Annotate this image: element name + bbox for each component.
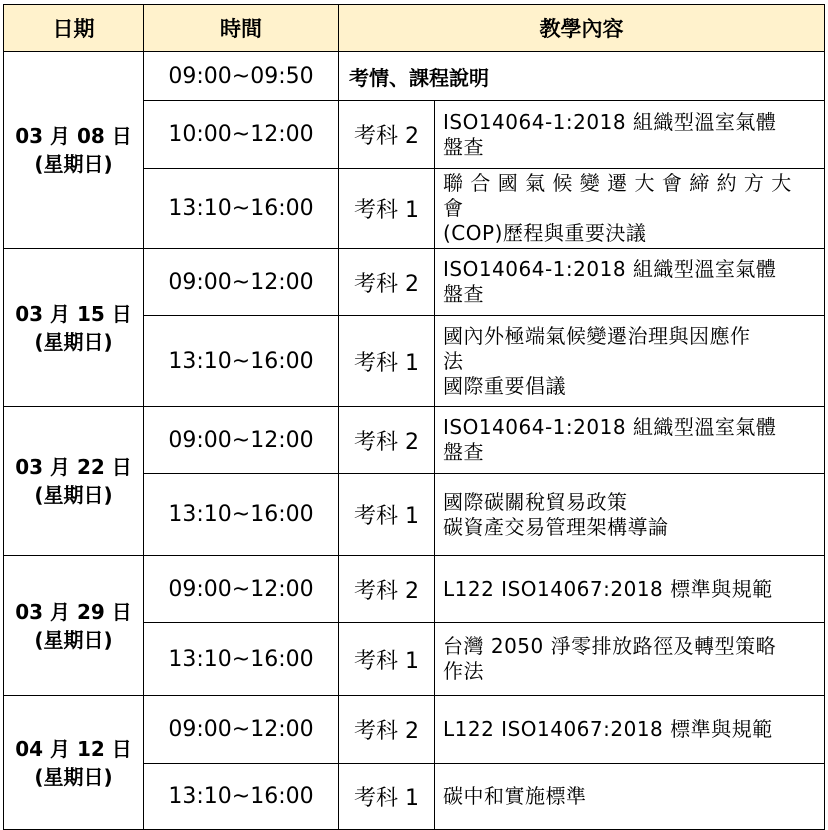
time-cell: 09:00~09:50: [144, 52, 339, 101]
subject-cell: 考科 2: [339, 101, 435, 169]
subject-cell: 考科 2: [339, 407, 435, 474]
content-line: ISO14064-1:2018 組織型溫室氣體: [443, 257, 777, 281]
date-label: 03 月 22 日: [15, 455, 132, 479]
content-cell: [339, 52, 825, 101]
weekday-label: (星期日): [34, 627, 113, 652]
content-line: 國際碳關稅貿易政策: [443, 489, 628, 514]
time-cell: 10:00~12:00: [144, 101, 339, 169]
table-row: [4, 696, 825, 764]
content-line: 考情、課程說明: [349, 65, 489, 90]
content-line: ISO14064-1:2018 組織型溫室氣體: [443, 109, 777, 134]
content-cell: [435, 474, 825, 556]
date-label: 03 月 15 日: [15, 301, 132, 326]
subject-cell: 考科 2: [339, 249, 435, 316]
table-row: [4, 52, 825, 101]
content-cell: [435, 249, 825, 316]
content-line: 法: [443, 348, 464, 373]
schedule-body: [4, 52, 825, 830]
content-cell: [435, 623, 825, 696]
table-row: [4, 249, 825, 316]
subject-cell: 考科 1: [339, 623, 435, 696]
header-content: 教學內容: [339, 5, 825, 52]
header-time: 時間: [144, 5, 339, 52]
time-cell: 09:00~12:00: [144, 556, 339, 623]
content-cell: [435, 764, 825, 830]
date-cell: [4, 696, 144, 830]
content-line: 國內外極端氣候變遷治理與因應作: [443, 323, 751, 348]
date-cell: [4, 249, 144, 407]
header-date: 日期: [4, 5, 144, 52]
time-cell: 09:00~12:00: [144, 407, 339, 474]
date-label: 03 月 08 日: [15, 124, 132, 148]
date-cell: [4, 556, 144, 696]
date-cell: [4, 407, 144, 556]
time-cell: 13:10~16:00: [144, 316, 339, 407]
content-line: 盤查: [443, 134, 484, 159]
table-row: [4, 407, 825, 474]
content-line: 盤查: [443, 440, 484, 464]
content-cell: [435, 101, 825, 169]
time-cell: 13:10~16:00: [144, 764, 339, 830]
content-line: 盤查: [443, 282, 484, 306]
table-row: [4, 556, 825, 623]
date-label: 04 月 12 日: [15, 736, 132, 761]
content-cell: [435, 316, 825, 407]
content-line: 碳中和實施標準: [443, 784, 587, 808]
schedule-table: [3, 4, 825, 830]
weekday-label: (星期日): [34, 483, 113, 507]
content-cell: [435, 407, 825, 474]
time-cell: 09:00~12:00: [144, 696, 339, 764]
content-line: 聯 合 國 氣 候 變 遷 大 會 締 約 方 大 會: [443, 171, 792, 220]
content-line: 台灣 2050 淨零排放路徑及轉型策略: [443, 634, 777, 658]
content-line: 國際重要倡議: [443, 373, 566, 398]
weekday-label: (星期日): [34, 329, 113, 354]
content-cell: [435, 696, 825, 764]
content-line: ISO14064-1:2018 組織型溫室氣體: [443, 415, 777, 439]
content-line: L122 ISO14067:2018 標準與規範: [443, 576, 773, 601]
subject-cell: 考科 1: [339, 316, 435, 407]
weekday-label: (星期日): [34, 764, 113, 789]
subject-cell: 考科 1: [339, 474, 435, 556]
time-cell: 13:10~16:00: [144, 623, 339, 696]
time-cell: 13:10~16:00: [144, 474, 339, 556]
content-line: L122 ISO14067:2018 標準與規範: [443, 717, 773, 741]
time-cell: 09:00~12:00: [144, 249, 339, 316]
time-cell: 13:10~16:00: [144, 169, 339, 249]
content-cell: [435, 169, 825, 249]
subject-cell: 考科 1: [339, 169, 435, 249]
content-line: (COP)歷程與重要決議: [443, 221, 647, 245]
subject-cell: 考科 1: [339, 764, 435, 830]
date-cell: [4, 52, 144, 249]
subject-cell: 考科 2: [339, 696, 435, 764]
weekday-label: (星期日): [34, 152, 113, 176]
content-line: 作法: [443, 659, 484, 683]
content-line: 碳資產交易管理架構導論: [443, 514, 669, 539]
content-cell: [435, 556, 825, 623]
subject-cell: 考科 2: [339, 556, 435, 623]
date-label: 03 月 29 日: [15, 599, 132, 624]
header-row: [4, 5, 825, 52]
